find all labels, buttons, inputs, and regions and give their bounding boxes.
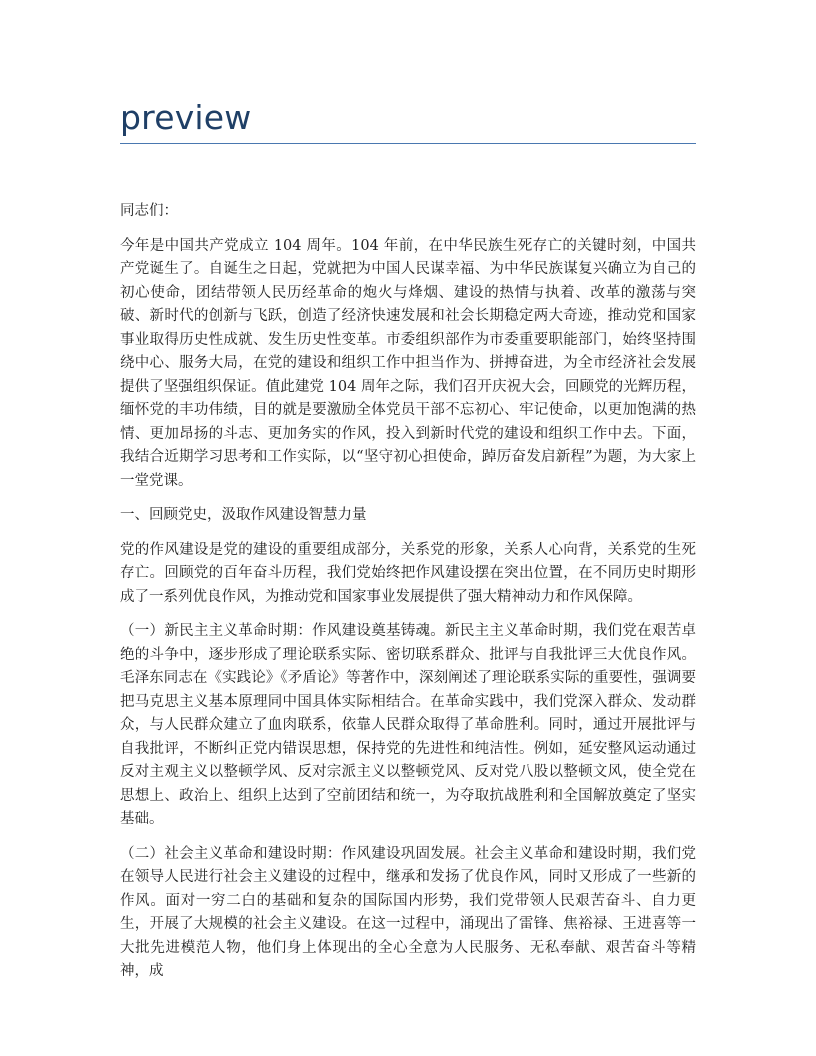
document-title: preview [120,98,252,137]
section-heading: 一、回顾党史，汲取作风建设智慧力量 [120,507,367,523]
title-divider [120,143,696,144]
paragraph-section-intro: 党的作风建设是党的建设的重要组成部分，关系党的形象，关系人心向背，关系党的生死存亡。回顾党的百年奋斗历程，我们党始终把作风建设摆在突出位置，在不同历史时期形成了一系列优良作风，为推动党和国家事业发展提供了强大精神动力和作风保障。 [120,541,696,605]
document-body [120,200,696,984]
document-page [120,95,696,995]
greeting: 同志们： [120,203,178,219]
paragraph-intro: 今年是中国共产党成立 104 周年。104 年前，在中华民族生死存亡的关键时刻，中国共产党诞生了。自诞生之日起，党就把为中国人民谋幸福、为中华民族谋复兴确立为自己的初心使命，团结带领人民历经革命的炮火与烽烟、建设的热情与执着、改革的激荡与突破、新时代的创新与飞跃，创造了经济快速发展和社会长期稳定两大奇迹，推动党和国家事业取得历史性成就、发生历史性变革。市委组织部作为市委重要职能部门，始终坚持围绕中心、服务大局，在党的建设和组织工作中担当作为、拼搏奋进，为全市经济社会发展提供了坚强组织保证。值此建党 104 周年之际，我们召开庆祝大会，回顾党的光辉历程，缅怀党的丰功伟绩，目的就是要激励全体党员干部不忘初心、牢记使命，以更加饱满的热情、更加昂扬的斗志、更加务实的作风，投入到新时代党的建设和组织工作中去。下面，我结合近期学习思考和工作实际，以“坚守初心担使命，踔厉奋发启新程”为题，为大家上一堂党课。 [120,237,696,489]
paragraph-period-two: （二）社会主义革命和建设时期：作风建设巩固发展。社会主义革命和建设时期，我们党在领导人民进行社会主义建设的过程中，继承和发扬了优良作风，同时又形成了一些新的作风。面对一穷二白的基础和复杂的国际国内形势，我们党带领人民艰苦奋斗、自力更生，开展了大规模的社会主义建设。在这一过程中，涌现出了雷锋、焦裕禄、王进喜等一大批先进模范人物，他们身上体现出的全心全意为人民服务、无私奉献、艰苦奋斗等精神，成 [120,845,696,979]
paragraph-period-one: （一）新民主主义革命时期：作风建设奠基铸魂。新民主主义革命时期，我们党在艰苦卓绝的斗争中，逐步形成了理论联系实际、密切联系群众、批评与自我批评三大优良作风。毛泽东同志在《实践论》《矛盾论》等著作中，深刻阐述了理论联系实际的重要性，强调要把马克思主义基本原理同中国具体实际相结合。在革命实践中，我们党深入群众、发动群众，与人民群众建立了血肉联系，依靠人民群众取得了革命胜利。同时，通过开展批评与自我批评，不断纠正党内错误思想，保持党的先进性和纯洁性。例如，延安整风运动通过反对主观主义以整顿学风、反对宗派主义以整顿党风、反对党八股以整顿文风，使全党在思想上、政治上、组织上达到了空前团结和统一，为夺取抗战胜利和全国解放奠定了坚实基础。 [120,623,696,827]
